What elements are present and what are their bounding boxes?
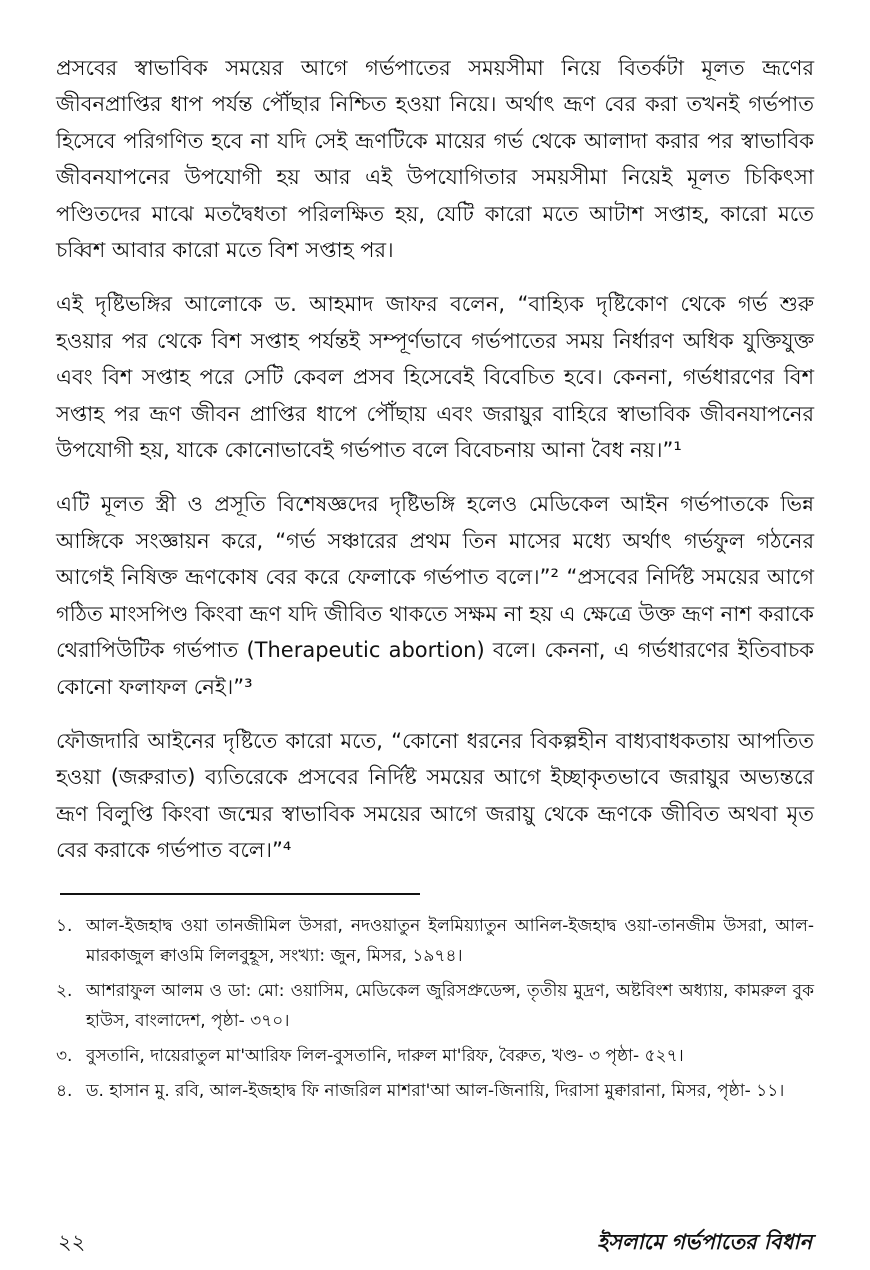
footnote-text: আশরাফুল আলম ও ডা: মো: ওয়াসিম, মেডিকেল জুরিসপ্রুডেন্স, তৃতীয় মুদ্রণ, অষ্টবিংশ অধ্যায়, কামরুল বুক হাউস, বাংলাদেশ, পৃষ্ঠা- ৩৭০। [86,980,814,1031]
page-number: ২২ [58,1230,86,1254]
page-footer [58,1226,812,1261]
paragraph-1: প্রসবের স্বাভাবিক সময়ের আগে গর্ভপাতের সময়সীমা নিয়ে বিতর্কটা মূলত ভ্রূণের জীবনপ্রাপ্তির ধাপ পর্যন্ত পৌঁছার নিশ্চিত হওয়া নিয়ে। অর্থাৎ ভ্রূণ বের করা তখনই গর্ভপাত হিসেবে পরিগণিত হবে না যদি সেই ভ্রূণটিকে মায়ের গর্ভ থেকে আলাদা করার পর স্বাভাবিক জীবনযাপনের উপযোগী হয় আর এই উপযোগিতার সময়সীমা নিয়েই মূলত চিকিৎসা পণ্ডিতদের মাঝে মতদ্বৈধতা পরিলক্ষিত হয়, যেটি কারো মতে আটাশ সপ্তাহ, কারো মতে চব্বিশ আবার কারো মতে বিশ সপ্তাহ পর। [56,56,814,263]
footnote-list [56,911,814,1106]
paragraph-3: এটি মূলত স্ত্রী ও প্রসূতি বিশেষজ্ঞদের দৃষ্টিভঙ্গি হলেও মেডিকেল আইন গর্ভপাতকে ভিন্ন আঙ্গিকে সংজ্ঞায়ন করে, “গর্ভ সঞ্চারের প্রথম তিন মাসের মধ্যে অর্থাৎ গর্ভফুল গঠনের আগেই নিষিক্ত ভ্রূণকোষ বের করে ফেলাকে গর্ভপাত বলে।”² “প্রসবের নির্দিষ্ট সময়ের আগে গঠিত মাংসপিণ্ড কিংবা ভ্রূণ যদি জীবিত থাকতে সক্ষম না হয় এ ক্ষেত্রে উক্ত ভ্রূণ নাশ করাকে থেরাপিউটিক গর্ভপাত (Therapeutic abortion) বলে। কেননা, এ গর্ভধারণের ইতিবাচক কোনো ফলাফল নেই।”³ [56,492,814,699]
paragraph-2: এই দৃষ্টিভঙ্গির আলোকে ড. আহমাদ জাফর বলেন, “বাহ্যিক দৃষ্টিকোণ থেকে গর্ভ শুরু হওয়ার পর থেকে বিশ সপ্তাহ পর্যন্তই সম্পূর্ণভাবে গর্ভপাতের সময় নির্ধারণ অধিক যুক্তিযুক্ত এবং বিশ সপ্তাহ পরে সেটি কেবল প্রসব হিসেবেই বিবেচিত হবে। কেননা, গর্ভধারণের বিশ সপ্তাহ পর ভ্রূণ জীবন প্রাপ্তির ধাপে পৌঁছায় এবং জরায়ুর বাহিরে স্বাভাবিক জীবনযাপনের উপযোগী হয়, যাকে কোনোভাবেই গর্ভপাত বলে বিবেচনায় আনা বৈধ নয়।”¹ [56,292,814,463]
running-book-title: ইসলামে গর্ভপাতের বিধান [597,1230,812,1254]
footnote-1 [56,911,814,971]
footnote-text: বুসতানি, দায়েরাতুল মা'আরিফ লিল-বুসতানি, দারুল মা'রিফ, বৈরুত, খণ্ড- ৩ পৃষ্ঠা- ৫২৭। [86,1045,684,1066]
footnote-number: ৩. [56,1045,73,1066]
footnote-number: ৪. [56,1080,73,1101]
footnote-text: ড. হাসান মু. রবি, আল-ইজহাদ্ব ফি নাজরিল মাশরা'আ আল-জিনায়ি, দিরাসা মুক্বারানা, মিসর, পৃষ্ঠা- ১১। [86,1080,785,1101]
footnote-divider [60,893,420,895]
paragraph-4: ফৌজদারি আইনের দৃষ্টিতে কারো মতে, “কোনো ধরনের বিকল্পহীন বাধ্যবাধকতায় আপতিত হওয়া (জরুরাত) ব্যতিরেকে প্রসবের নির্দিষ্ট সময়ের আগে ইচ্ছাকৃতভাবে জরায়ুর অভ্যন্তরে ভ্রূণ বিলুপ্তি কিংবা জন্মের স্বাভাবিক সময়ের আগে জরায়ু থেকে ভ্রূণকে জীবিত অথবা মৃত বের করাকে গর্ভপাত বলে।”⁴ [56,728,814,863]
footnote-4 [56,1076,814,1106]
footnote-3 [56,1041,814,1071]
footnote-number: ১. [56,915,73,936]
footnote-number: ২. [56,980,73,1001]
page-body [56,50,814,1111]
footnote-text: আল-ইজহাদ্ব ওয়া তানজীমিল উসরা, নদওয়াতুন ইলমিয়্যাতুন আনিল-ইজহাদ্ব ওয়া-তানজীম উসরা, আল-মারকাজুল ক্বাওমি লিলবুহূস, সংখ্যা: জুন, মিসর, ১৯৭৪। [86,915,814,966]
footnote-2 [56,976,814,1036]
